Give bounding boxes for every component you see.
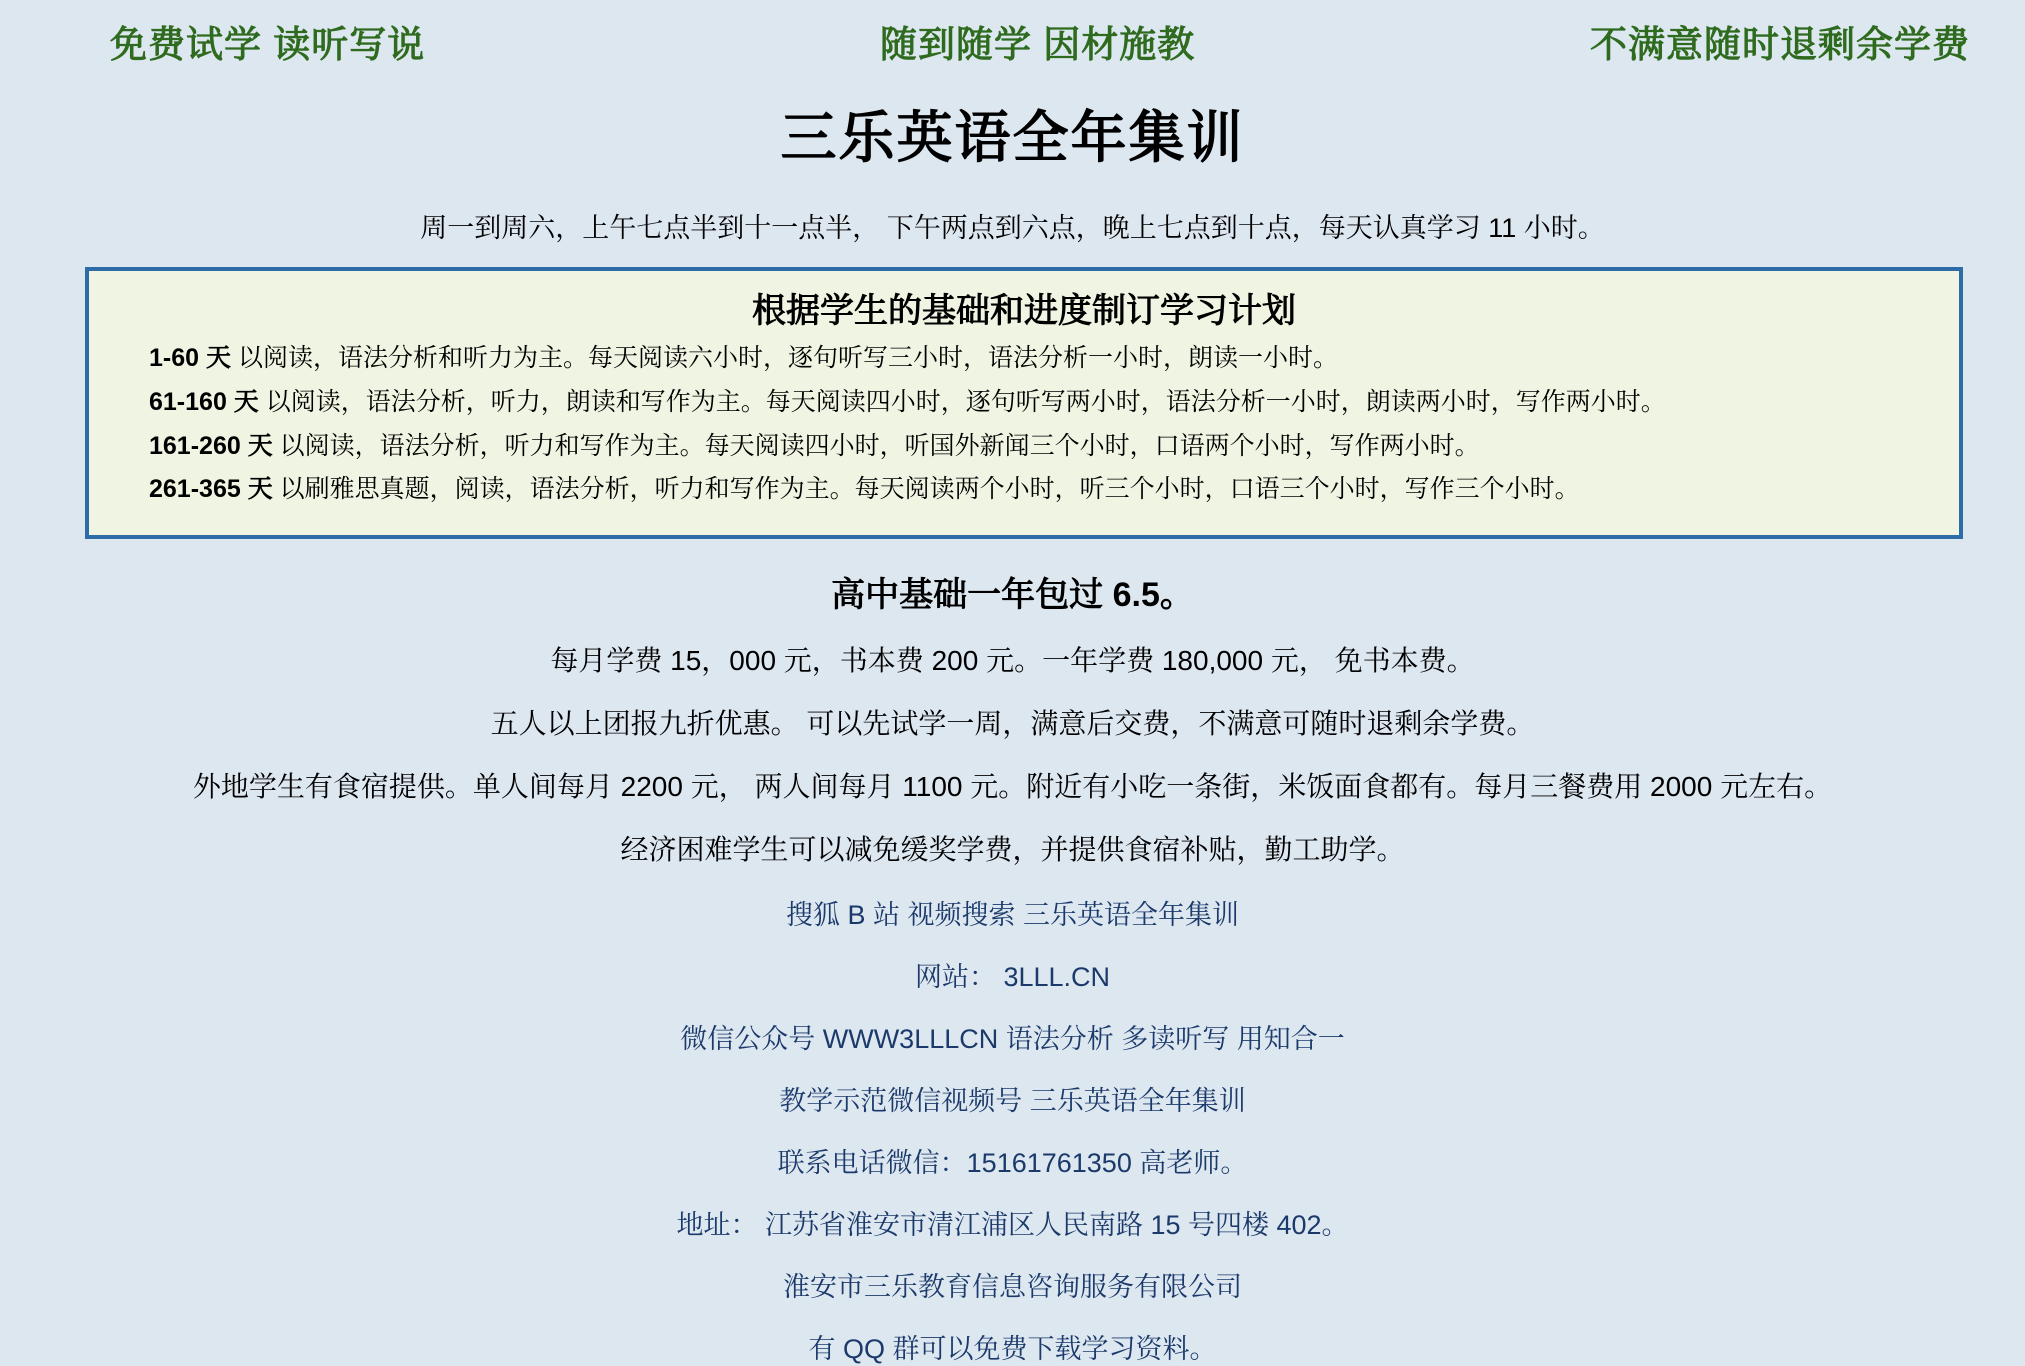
- contact-company: 淮安市三乐教育信息咨询服务有限公司: [783, 1272, 1242, 1302]
- contact-phone: 联系电话微信：15161761350 高老师。: [777, 1148, 1248, 1178]
- fee-line-discount: 五人以上团报九折优惠。 可以先试学一周，满意后交费，不满意可随时退剩余学费。: [490, 708, 1535, 739]
- study-plan-range: 61-160 天: [149, 387, 259, 416]
- study-plan-range: 161-260 天: [149, 431, 273, 460]
- study-plan-detail: 以阅读，语法分析，听力和写作为主。每天阅读四小时，听国外新闻三个小时，口语两个小时，写作两小时。: [279, 431, 1480, 460]
- page-title: 三乐英语全年集训: [780, 106, 1245, 169]
- contact-wechat-official: 微信公众号 WWW3LLLCN 语法分析 多读听写 用知合一: [680, 1024, 1345, 1054]
- fee-line-tuition: 每月学费 15，000 元，书本费 200 元。一年学费 180,000 元， 免书本费。: [550, 645, 1475, 676]
- slogan-left: 免费试学 读听写说: [110, 24, 426, 65]
- study-plan-row: [89, 430, 1959, 464]
- study-plan-detail: 以阅读，语法分析，听力，朗读和写作为主。每天阅读四小时，逐句听写两小时，语法分析一小时，朗读两小时，写作两小时。: [265, 387, 1666, 416]
- study-plan-detail: 以阅读，语法分析和听力为主。每天阅读六小时，逐句听写三小时，语法分析一小时，朗读一小时。: [237, 344, 1338, 372]
- contact-address: 地址： 江苏省淮安市清江浦区人民南路 15 号四楼 402。: [676, 1210, 1349, 1240]
- study-plan-detail: 以刷雅思真题，阅读，语法分析，听力和写作为主。每天阅读两个小时，听三个小时，口语三个小时，写作三个小时。: [279, 475, 1580, 504]
- study-plan-row: [89, 473, 1959, 507]
- slogan-center: 随到随学 因材施教: [880, 24, 1196, 65]
- fee-line-financial-aid: 经济困难学生可以减免缓奖学费，并提供食宿补贴，勤工助学。: [620, 834, 1405, 865]
- fee-line-accommodation: 外地学生有食宿提供。单人间每月 2200 元， 两人间每月 1100 元。附近有小吃一条街，米饭面食都有。每月三餐费用 2000 元左右。: [192, 771, 1833, 802]
- schedule-text: 周一到周六，上午七点半到十一点半， 下午两点到六点，晚上七点到十点，每天认真学习 11 小时。: [420, 213, 1605, 243]
- contact-qq-group: 有 QQ 群可以免费下载学习资料。: [808, 1334, 1217, 1364]
- contact-website[interactable]: 网站： 3LLL.CN: [914, 962, 1111, 992]
- study-plan-title: 根据学生的基础和进度制订学习计划: [752, 292, 1296, 330]
- slogan-row: [0, 0, 2025, 68]
- study-plan-row: [89, 386, 1959, 420]
- contact-wechat-channel: 教学示范微信视频号 三乐英语全年集训: [779, 1086, 1246, 1116]
- study-plan-box: [85, 267, 1963, 539]
- guarantee-text: 高中基础一年包过 6.5。: [831, 576, 1194, 614]
- study-plan-range: 261-365 天: [149, 475, 273, 504]
- study-plan-range: 1-60 天: [149, 344, 231, 372]
- contact-block: [0, 893, 2025, 1366]
- study-plan-row: [89, 342, 1959, 376]
- slogan-right: 不满意随时退剩余学费: [1590, 24, 1970, 65]
- contact-video-platforms: 搜狐 B 站 视频搜索 三乐英语全年集训: [785, 900, 1239, 930]
